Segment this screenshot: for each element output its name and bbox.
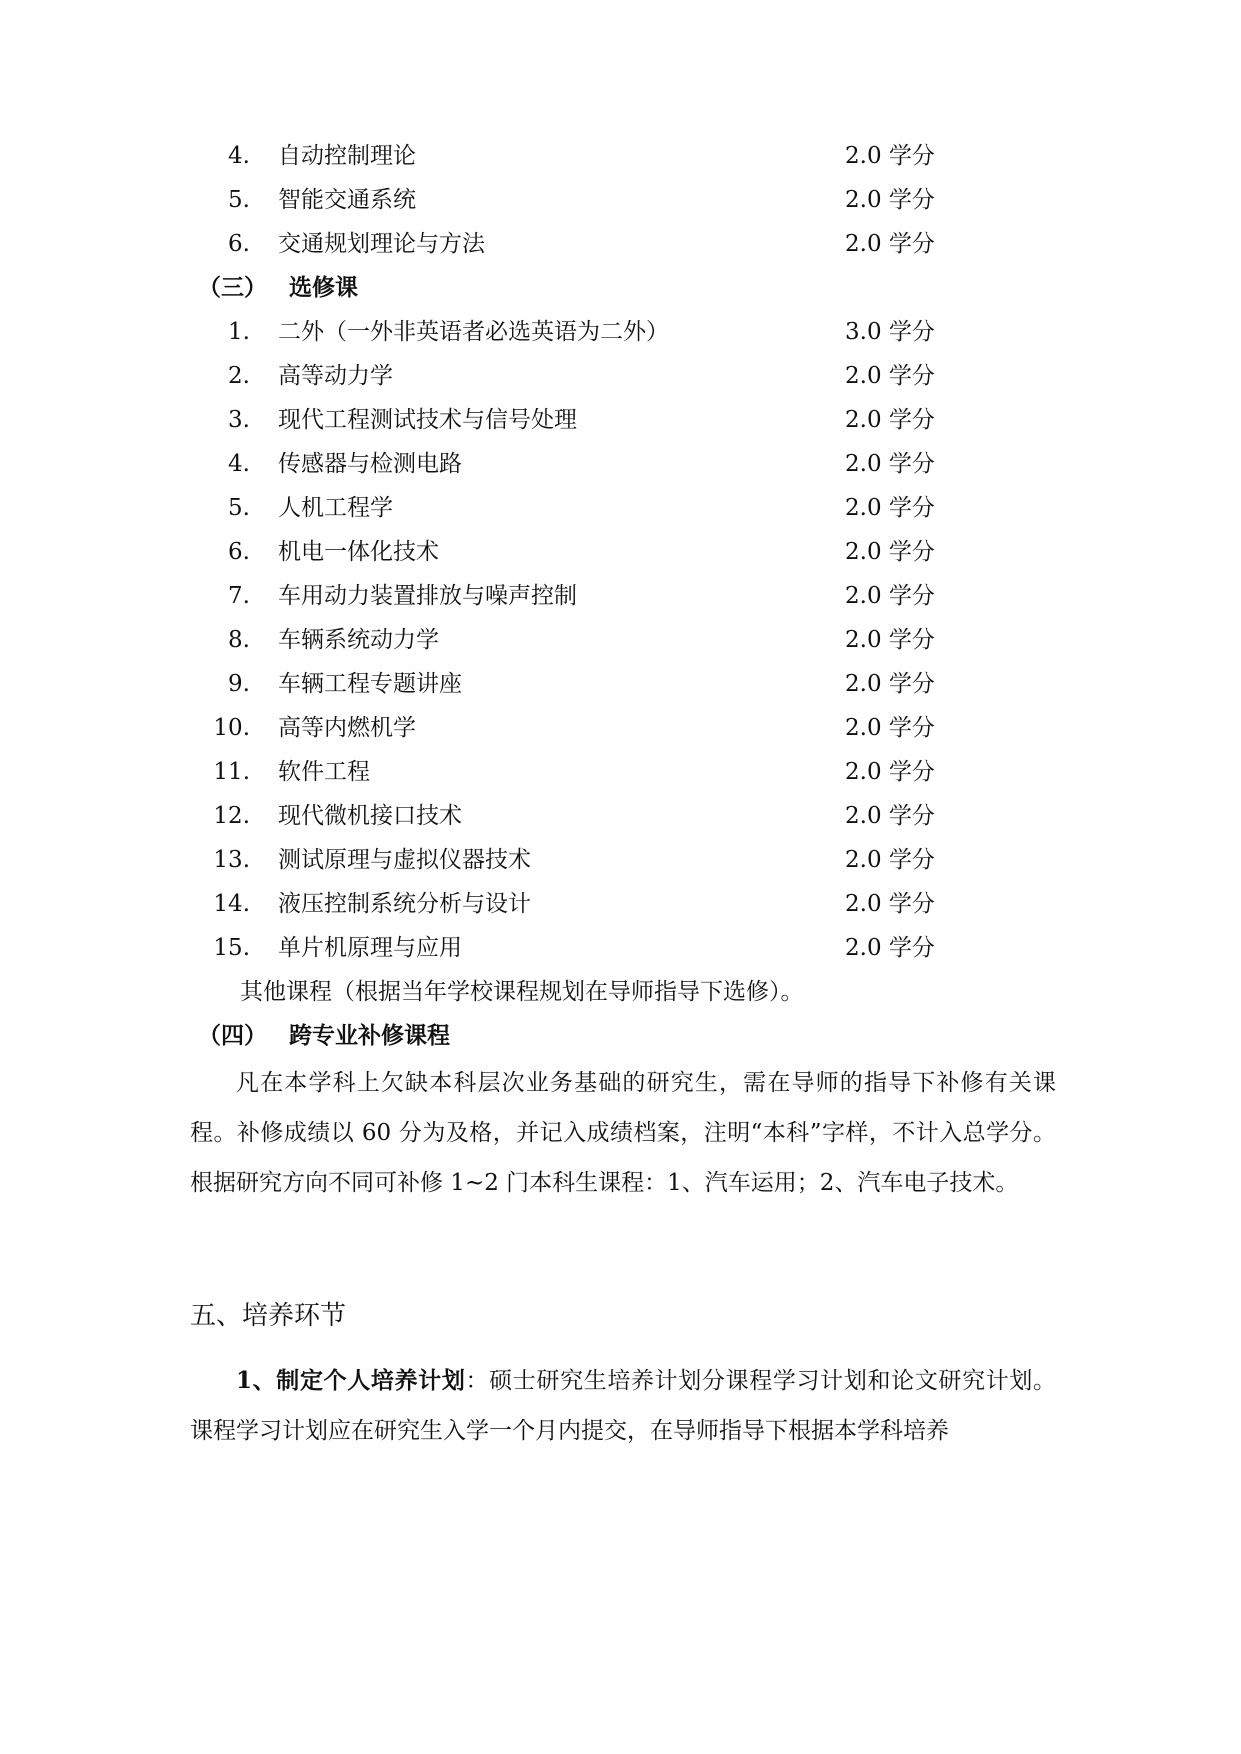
course-name: 车用动力装置排放与噪声控制	[278, 583, 577, 609]
course-number: 5.	[228, 187, 250, 213]
course-name: 单片机原理与应用	[278, 935, 462, 961]
course-credit: 2.0 学分	[845, 715, 935, 741]
course-credit: 2.0 学分	[845, 451, 935, 477]
course-row	[0, 134, 1241, 178]
course-credit: 2.0 学分	[845, 583, 935, 609]
electives-heading	[198, 266, 358, 310]
course-row	[0, 486, 1241, 530]
course-number: 10.	[213, 715, 250, 741]
heading-mark: （四）	[198, 1022, 267, 1049]
course-row	[0, 442, 1241, 486]
item-text: ：硕士研究生培养计划分课程学习计划和论文研究计划。课程学习计划应在研究生入学一个月内提交，在导师指导下根据本学科培养	[190, 1368, 1057, 1444]
course-number: 4.	[228, 451, 250, 477]
item-label: 1、制定个人培养计划	[236, 1367, 466, 1394]
course-row	[0, 618, 1241, 662]
course-name: 车辆工程专题讲座	[278, 671, 462, 697]
course-name: 测试原理与虚拟仪器技术	[278, 847, 531, 873]
course-number: 6.	[228, 231, 250, 257]
course-number: 15.	[213, 935, 250, 961]
course-credit: 2.0 学分	[845, 143, 935, 169]
course-row	[0, 222, 1241, 266]
course-name: 液压控制系统分析与设计	[278, 891, 531, 917]
course-number: 4.	[228, 143, 250, 169]
course-name: 高等动力学	[278, 363, 393, 389]
course-row	[0, 354, 1241, 398]
course-name: 智能交通系统	[278, 187, 416, 213]
course-credit: 2.0 学分	[845, 935, 935, 961]
course-credit: 2.0 学分	[845, 891, 935, 917]
course-row	[0, 882, 1241, 926]
course-credit: 2.0 学分	[845, 847, 935, 873]
course-name: 交通规划理论与方法	[278, 231, 485, 257]
course-number: 12.	[213, 803, 250, 829]
heading-mark: （三）	[198, 274, 267, 301]
course-credit: 2.0 学分	[845, 363, 935, 389]
course-credit: 3.0 学分	[845, 319, 935, 345]
course-row	[0, 838, 1241, 882]
other-courses-note: 其他课程（根据当年学校课程规划在导师指导下选修）。	[240, 979, 804, 1005]
course-name: 二外（一外非英语者必选英语为二外）	[278, 319, 669, 345]
course-credit: 2.0 学分	[845, 407, 935, 433]
course-number: 13.	[213, 847, 250, 873]
course-row	[0, 398, 1241, 442]
course-row	[0, 706, 1241, 750]
course-name: 车辆系统动力学	[278, 627, 439, 653]
course-row	[0, 178, 1241, 222]
course-credit: 2.0 学分	[845, 495, 935, 521]
course-credit: 2.0 学分	[845, 539, 935, 565]
course-credit: 2.0 学分	[845, 187, 935, 213]
course-name: 人机工程学	[278, 495, 393, 521]
course-number: 7.	[228, 583, 250, 609]
course-row	[0, 310, 1241, 354]
cross-major-heading	[198, 1014, 450, 1058]
course-name: 机电一体化技术	[278, 539, 439, 565]
course-row	[0, 662, 1241, 706]
course-number: 2.	[228, 363, 250, 389]
course-number: 11.	[213, 759, 250, 785]
heading-text: 选修课	[289, 274, 358, 301]
section-title: 五、培养环节	[190, 1301, 347, 1331]
course-row	[0, 750, 1241, 794]
course-number: 6.	[228, 539, 250, 565]
course-name: 传感器与检测电路	[278, 451, 462, 477]
course-credit: 2.0 学分	[845, 759, 935, 785]
course-credit: 2.0 学分	[845, 231, 935, 257]
course-name: 高等内燃机学	[278, 715, 416, 741]
course-row	[0, 530, 1241, 574]
course-row	[0, 794, 1241, 838]
section5-item1-paragraph	[190, 1356, 1056, 1456]
course-name: 软件工程	[278, 759, 370, 785]
course-number: 3.	[228, 407, 250, 433]
course-number: 8.	[228, 627, 250, 653]
course-number: 5.	[228, 495, 250, 521]
cross-major-paragraph: 凡在本学科上欠缺本科层次业务基础的研究生，需在导师的指导下补修有关课程。补修成绩以 60 分为及格，并记入成绩档案，注明“本科”字样，不计入总学分。根据研究方向不同可补修 1~2 门本科生课程：1、汽车运用；2、汽车电子技术。	[190, 1070, 1056, 1196]
course-number: 14.	[213, 891, 250, 917]
heading-text: 跨专业补修课程	[289, 1022, 450, 1049]
course-credit: 2.0 学分	[845, 627, 935, 653]
course-credit: 2.0 学分	[845, 803, 935, 829]
course-row	[0, 926, 1241, 970]
course-number: 1.	[228, 319, 250, 345]
course-name: 现代工程测试技术与信号处理	[278, 407, 577, 433]
course-row	[0, 574, 1241, 618]
course-name: 自动控制理论	[278, 143, 416, 169]
course-number: 9.	[228, 671, 250, 697]
course-name: 现代微机接口技术	[278, 803, 462, 829]
course-credit: 2.0 学分	[845, 671, 935, 697]
